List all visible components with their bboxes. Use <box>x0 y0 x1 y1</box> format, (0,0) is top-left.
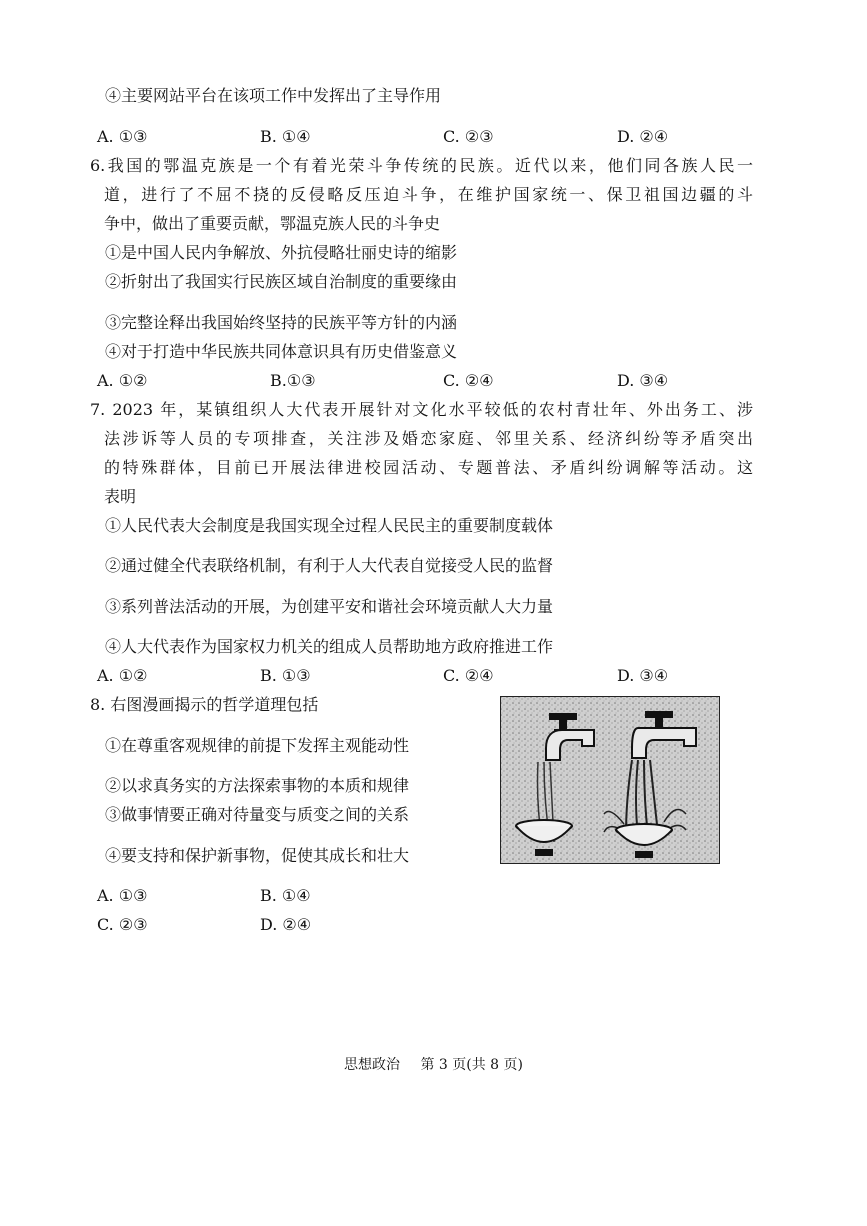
q7-stem-line-4: 表明 <box>104 487 137 506</box>
page-footer <box>0 1054 867 1074</box>
q6-statement-3: ③完整诠释出我国始终坚持的民族平等方针的内涵 <box>105 313 458 332</box>
q6-statement-4: ④对于打造中华民族共同体意识具有历史借鉴意义 <box>105 342 458 361</box>
q7-option-a: A. ①② <box>97 666 148 685</box>
q6-option-c: C. ②④ <box>443 371 494 390</box>
q6-stem-line-2: 道，进行了不屈不挠的反侵略反压迫斗争，在维护国家统一、保卫祖国边疆的斗 <box>104 185 753 204</box>
q7-option-d: D. ③④ <box>617 666 669 685</box>
q8-statement-4: ④要支持和保护新事物，促使其成长和壮大 <box>105 846 410 865</box>
q7-statement-4: ④人大代表作为国家权力机关的组成人员帮助地方政府推进工作 <box>105 637 554 656</box>
q6-option-a: A. ①② <box>97 371 148 390</box>
q8-statement-3: ③做事情要正确对待量变与质变之间的关系 <box>105 805 410 824</box>
q7-statement-1: ①人民代表大会制度是我国实现全过程人民民主的重要制度载体 <box>105 516 554 535</box>
q5-option-b: B. ①④ <box>260 127 311 146</box>
q7-stem-line-3: 的特殊群体，目前已开展法律进校园活动、专题普法、矛盾纠纷调解等活动。这 <box>104 458 753 477</box>
q8-option-a: A. ①③ <box>97 886 148 905</box>
q7-statement-3: ③系列普法活动的开展，为创建平安和谐社会环境贡献人大力量 <box>105 597 554 616</box>
q6-option-b: B.①③ <box>270 371 316 390</box>
q5-option-d: D. ②④ <box>617 127 669 146</box>
q8-statement-1: ①在尊重客观规律的前提下发挥主观能动性 <box>105 736 410 755</box>
q8-option-c: C. ②③ <box>97 915 148 934</box>
q8-option-d: D. ②④ <box>260 915 312 934</box>
faucet-cartoon-image <box>500 696 720 864</box>
q5-option-a: A. ①③ <box>97 127 148 146</box>
q7-statement-2: ②通过健全代表联络机制，有利于人大代表自觉接受人民的监督 <box>105 556 554 575</box>
q6-stem-line-1: 6.我国的鄂温克族是一个有着光荣斗争传统的民族。近代以来，他们同各族人民一 <box>90 156 753 175</box>
q8-statement-2: ②以求真务实的方法探索事物的本质和规律 <box>105 776 410 795</box>
q5-statement-4: ④主要网站平台在该项工作中发挥出了主导作用 <box>105 86 442 105</box>
q6-stem-line-3: 争中，做出了重要贡献，鄂温克族人民的斗争史 <box>104 214 441 233</box>
footer-subject: 思想政治 <box>344 1057 400 1073</box>
q5-option-c: C. ②③ <box>443 127 494 146</box>
q6-statement-1: ①是中国人民内争解放、外抗侵略壮丽史诗的缩影 <box>105 243 458 262</box>
q6-option-d: D. ③④ <box>617 371 669 390</box>
q7-stem-line-1: 7. 2023 年，某镇组织人大代表开展针对文化水平较低的农村青壮年、外出务工、涉 <box>90 400 753 419</box>
q8-stem: 8. 右图漫画揭示的哲学道理包括 <box>90 695 319 714</box>
q7-option-c: C. ②④ <box>443 666 494 685</box>
q6-statement-2: ②折射出了我国实行民族区域自治制度的重要缘由 <box>105 272 458 291</box>
q8-option-b: B. ①④ <box>260 886 311 905</box>
q7-stem-line-2: 法涉诉等人员的专项排查，关注涉及婚恋家庭、邻里关系、经济纠纷等矛盾突出 <box>104 429 753 448</box>
footer-page-number: 第 3 页(共 8 页) <box>420 1057 523 1073</box>
q7-option-b: B. ①③ <box>260 666 311 685</box>
